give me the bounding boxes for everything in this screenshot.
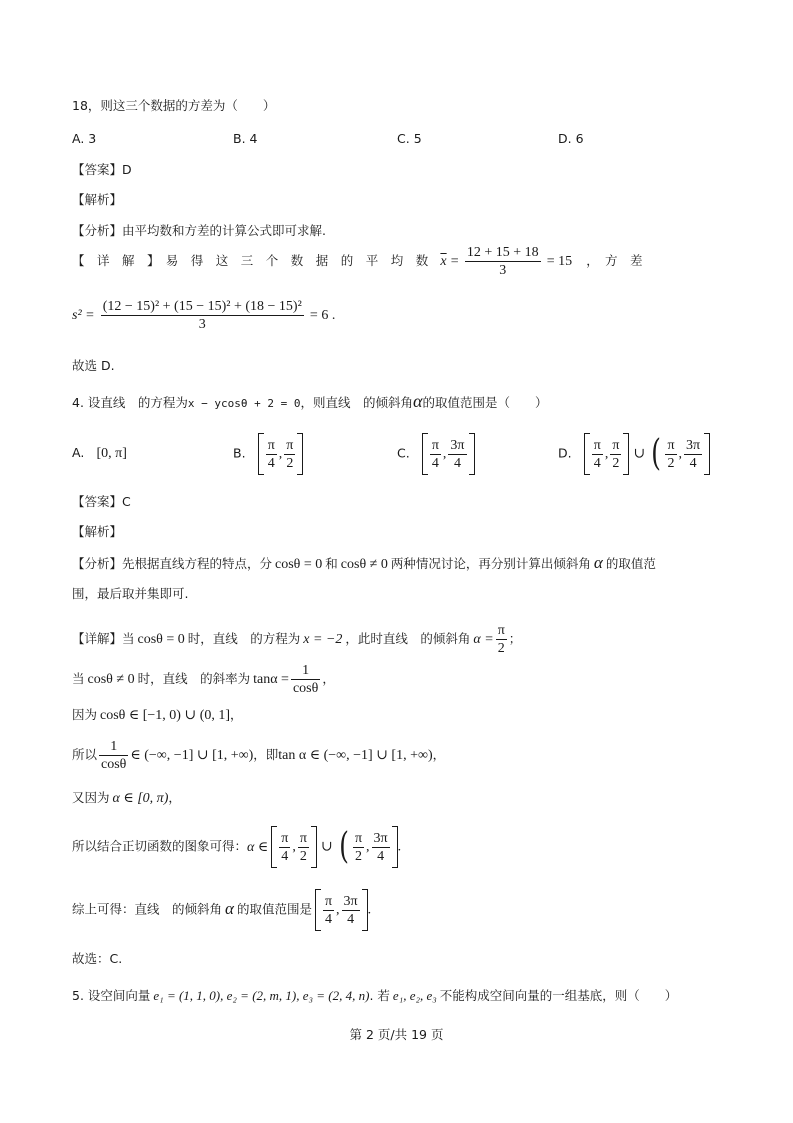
variance-formula: s² = $\frac{\text{(12 − 15)² + (15 − 15)² + (18 − 15)²}}{3}$ = 6 .	[72, 299, 336, 332]
detail-line-3: 因为 cosθ ∈ [−1, 0) ∪ (0, 1]，	[72, 707, 243, 723]
q4-option-a: A. [0, π]	[72, 445, 127, 461]
question-4-stem: 4. 设直线 的方程为x − ycosθ + 2 = 0，则直线 的倾斜角α的取值范围是（ ）	[72, 391, 548, 411]
choose-answer-q4: 故选：C.	[72, 951, 123, 966]
detail-line-1: 【详解】当 cosθ = 0 时，直线 的方程为 x = −2 ，此时直线 的倾斜角 α = $\frac{\pi}{2}$ ；	[72, 623, 522, 656]
q4-option-d: D. $\frac{\pi}{4}$ , $\frac{\pi}{2}$ ∪ ( $\frac{\pi}{2}$ , $\frac{3\pi}{4}$	[558, 433, 710, 475]
detail-line-7: 综上可得：直线 的倾斜角 α 的取值范围是 $\frac{\pi}{4}$ , $\frac{3\pi}{4}$ .	[72, 889, 371, 931]
q4-analysis-line1: 【分析】先根据直线方程的特点，分 cosθ = 0 和 cosθ ≠ 0 两种情况讨论，再分别计算出倾斜角 α 的取值范	[72, 553, 656, 572]
option-a: A. 3	[72, 131, 97, 146]
variance-fraction: $\frac{\text{(12 − 15)² + (15 − 15)² + (18 − 15)²}}{3}$	[102, 299, 302, 332]
option-d: D. 6	[558, 131, 584, 146]
question-stem: 18，则这三个数据的方差为（ ）	[72, 98, 276, 113]
answer-label-q4: 【答案】C	[72, 494, 131, 509]
detail-line-5: 又因为 α ∈ [0, π)，	[72, 790, 181, 806]
mean-line: 【 详 解 】 易 得 这 三 个 数 据 的 平 均 数 $\overline{x}$ = $\frac{12 + 15 + 18}{3}$ = 15 ， 方 差	[72, 245, 643, 278]
question-5-stem: 5. 设空间向量 e₁ = (1, 1, 0), e₂ = (2, m, 1), e₃ = (2, 4, n). 若 e₁, e₂, e₃ 不能构成空间向量的一组基底，则（ ）	[72, 988, 678, 1003]
detail-line-2: 当 cosθ ≠ 0 时，直线 的斜率为 tanα = $\frac{1}{\cos\theta}$ ，	[72, 663, 335, 696]
analysis-summary: 【分析】由平均数和方差的计算公式即可求解.	[72, 223, 326, 238]
answer-label: 【答案】D	[72, 162, 132, 177]
page-footer: 第 2 页/共 19 页	[349, 1027, 444, 1042]
analysis-heading: 【解析】	[72, 192, 123, 207]
q4-option-b: B. $\frac{\pi}{4}$ , $\frac{\pi}{2}$	[233, 433, 303, 475]
detail-line-4: 所以 $\frac{1}{\cos\theta}$ ∈ (−∞, −1] ∪ [1, +∞)，即tan α ∈ (−∞, −1] ∪ [1, +∞)，	[72, 739, 446, 772]
q4-analysis-line2: 围，最后取并集即可.	[72, 586, 189, 601]
mean-fraction: $\frac{12 + 15 + 18}{3}$	[466, 245, 539, 278]
analysis-heading-q4: 【解析】	[72, 524, 123, 539]
option-b: B. 4	[233, 131, 258, 146]
choose-answer: 故选 D.	[72, 358, 115, 373]
q4-option-c: C. $\frac{\pi}{4}$ , $\frac{3\pi}{4}$	[397, 433, 475, 475]
option-c: C. 5	[397, 131, 422, 146]
detail-line-6: 所以结合正切函数的图象可得：α ∈ $\frac{\pi}{4}$ , $\frac{\pi}{2}$ ∪ ( $\frac{\pi}{2}$ , $\frac{3\pi}{4}$ .	[72, 826, 402, 867]
